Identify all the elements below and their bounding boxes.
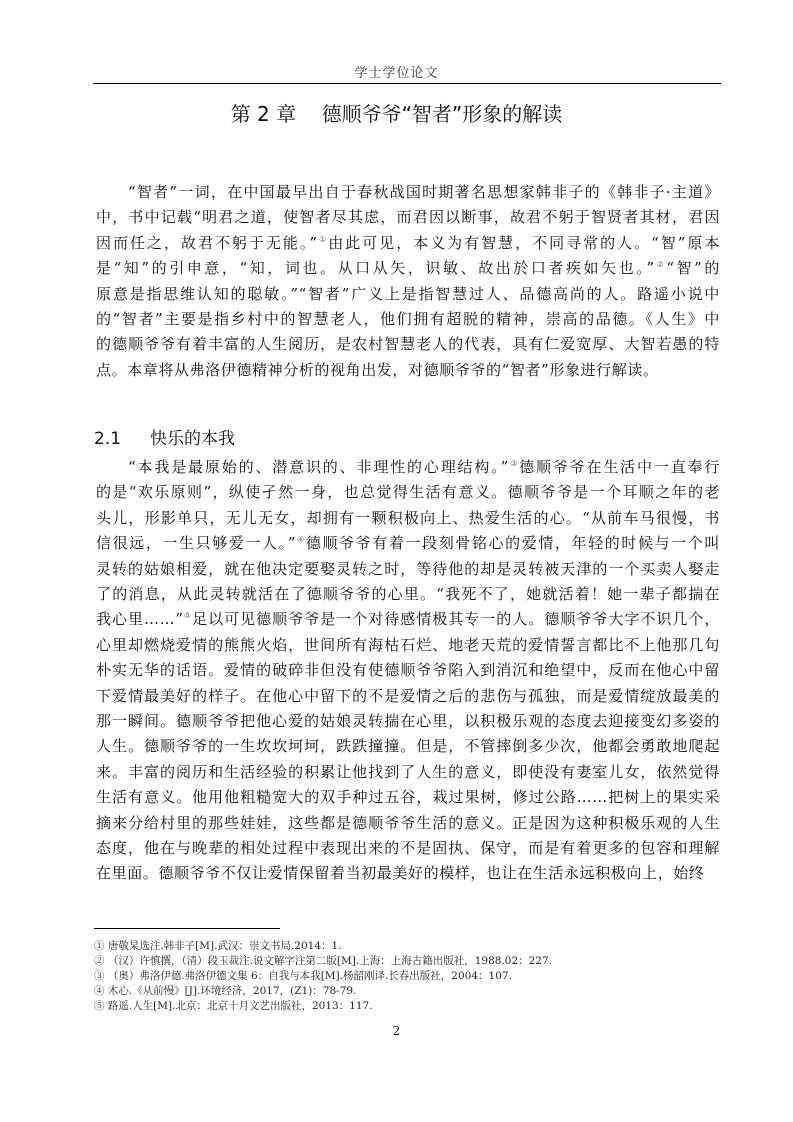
text-line <box>96 709 720 734</box>
text-line <box>96 256 720 281</box>
line-text-continued: “智”的 <box>666 259 720 278</box>
line-text: 信很远，一生只够爱一人。” <box>96 534 297 553</box>
text-line <box>96 607 720 632</box>
footnote-item: ② （汉）许慎撰，（清）段玉裁注.说文解字注第二版[M].上海：上海古籍出版社，1988.02：227. <box>94 955 553 967</box>
line-text: 因而任之，故君不躬于无能。” <box>96 233 318 252</box>
footnote-marker[interactable]: ② <box>654 260 667 270</box>
line-text: 摘来分给村里的那些娃娃，这些都是德顺爷爷生活的意义。正是因为这种积极乐观的人生 <box>96 813 720 832</box>
text-line <box>96 282 720 307</box>
running-header-title: 学士学位论文 <box>354 66 439 81</box>
text-line <box>96 557 720 582</box>
text-line <box>96 633 720 658</box>
text-line <box>96 480 720 505</box>
text-line <box>96 658 720 683</box>
line-text: 态度，他在与晚辈的相处过程中表现出来的不是固执、保守，而是有着更多的包容和理解 <box>96 839 720 857</box>
line-text-continued: 德顺爷爷在生活中一直奉行 <box>519 458 720 476</box>
text-line <box>128 180 720 205</box>
line-text: 人生。德顺爷爷的一生坎坎坷坷，跌跌撞撞。但是，不管摔倒多少次，他都会勇敢地爬起 <box>96 737 720 756</box>
line-text: 是“知”的引申意，“知，词也。从口从矢，识敏、故出於口者疾如矢也。” <box>96 259 655 278</box>
line-text: 中，书中记载“明君之道，使智者尽其虑，而君因以断事，故君不躬于智贤者其材，君因 <box>96 208 720 227</box>
text-line <box>96 205 720 230</box>
header-divider <box>93 83 721 84</box>
text-line <box>96 760 720 785</box>
footnote-item: ④ 木心.《从前慢》[J].环境经济，2017，(Z1)：78-79. <box>94 985 357 997</box>
line-text: 朴实无华的话语。爱情的破碎非但没有使德顺爷爷陷入到消沉和绝望中，反而在他心中留 <box>96 661 720 680</box>
line-text: 生活有意义。他用他粗糙宽大的双手种过五谷，栽过果树，修过公路……把树上的果实采 <box>96 788 720 807</box>
footnote-marker[interactable]: ④ <box>296 535 306 545</box>
text-line <box>96 582 720 607</box>
footnote-marker[interactable]: ① <box>317 234 329 244</box>
line-text-continued: 德顺爷爷有着一段刻骨铭心的爱情，年轻的时候与一个叫 <box>305 534 720 553</box>
section-number: 2.1 <box>94 429 122 449</box>
line-text: 的“智者”主要是指乡村中的智慧老人，他们拥有超脱的精神，崇高的品德。《人生》中 <box>96 310 720 328</box>
line-text: 点。本章将从弗洛伊德精神分析的视角出发，对德顺爷爷的“智者”形象进行解读。 <box>96 360 659 379</box>
text-line <box>96 332 720 357</box>
text-line <box>96 684 720 709</box>
line-text: 下爱情最美好的样子。在他心中留下的不是爱情之后的悲伤与孤独，而是爱情绽放最美的 <box>96 686 720 705</box>
line-text: 原意是指思维认知的聪敏。”“智者”广义上是指智慧过人、品德高尚的人。路遥小说中 <box>96 284 720 303</box>
line-text: “智者”一词，在中国最早出自于春秋战国时期著名思想家韩非子的《韩非子·主道》 <box>128 183 720 201</box>
line-text: 心里却燃烧爱情的熊熊火焰，世间所有海枯石烂、地老天荒的爱情誓言都比不上他那几句 <box>96 635 720 654</box>
line-text: “本我是最原始的、潜意识的、非理性的心理结构。” <box>128 458 509 476</box>
line-text-continued: 足以可见德顺爷爷是一个对待感情极其专一的人。德顺爷爷大字不识几个， <box>192 610 720 629</box>
line-text: 来。丰富的阅历和生活经验的积累让他找到了人生的意义，即使没有妻室儿女，依然觉得 <box>96 762 720 781</box>
text-line <box>96 861 720 886</box>
footnote-divider <box>94 928 280 929</box>
line-text-continued: 由此可见，本义为有智慧，不同寻常的人。“智”原本 <box>328 233 720 252</box>
footnote-marker[interactable]: ⑤ <box>183 611 193 621</box>
line-text: 了的消息，从此灵转就活在了德顺爷爷的心里。“我死不了，她就活着！她一辈子都揣在 <box>96 585 720 603</box>
text-line <box>96 811 720 836</box>
section-title: 快乐的本我 <box>150 429 235 449</box>
footnote-item: ③ （奥）弗洛伊德.弗洛伊德文集 6：自我与本我[M].杨韶刚译.长春出版社，2004：107. <box>94 970 512 982</box>
line-text: 那一瞬间。德顺爷爷把他心爱的姑娘灵转揣在心里，以积极乐观的态度去迎接变幻多姿的 <box>96 712 720 730</box>
section-heading <box>94 424 235 449</box>
text-line <box>96 506 720 531</box>
footnote-marker[interactable]: ③ <box>508 459 520 468</box>
line-text: 的是“欢乐原则”，纵使孑然一身，也总觉得生活有意义。德顺爷爷是一个耳顺之年的老 <box>96 483 720 502</box>
text-line <box>96 358 720 383</box>
text-line <box>96 531 720 556</box>
line-text: 灵转的姑娘相爱，就在他决定要娶灵转之时，等待他的却是灵转被天津的一个买卖人娶走 <box>96 559 720 578</box>
line-text: 在里面。德顺爷爷不仅让爱情保留着当初最美好的模样，也让在生活永远积极向上，始终 <box>96 864 705 883</box>
text-line <box>96 231 720 256</box>
text-line <box>128 455 720 480</box>
text-line <box>96 734 720 759</box>
line-text: 我心里……” <box>96 610 184 629</box>
chapter-title: 第 2 章 德顺爷爷“智者”形象的解读 <box>230 102 563 126</box>
footnote-item: ① 唐敬杲选注.韩非子[M].武汉：崇文书局.2014：1. <box>94 940 342 952</box>
text-line <box>96 307 720 332</box>
line-text: 头儿，形影单只，无儿无女，却拥有一颗积极向上、热爱生活的心。“从前车马很慢，书 <box>96 508 720 527</box>
line-text: 的德顺爷爷有着丰富的人生阅历，是农村智慧老人的代表，具有仁爱宽厚、大智若愚的特 <box>96 335 720 354</box>
text-line <box>96 836 720 861</box>
text-line <box>96 785 720 810</box>
footnote-item: ⑤ 路遥.人生[M].北京：北京十月文艺出版社，2013：117. <box>94 1000 373 1012</box>
page-number: 2 <box>392 1024 401 1038</box>
